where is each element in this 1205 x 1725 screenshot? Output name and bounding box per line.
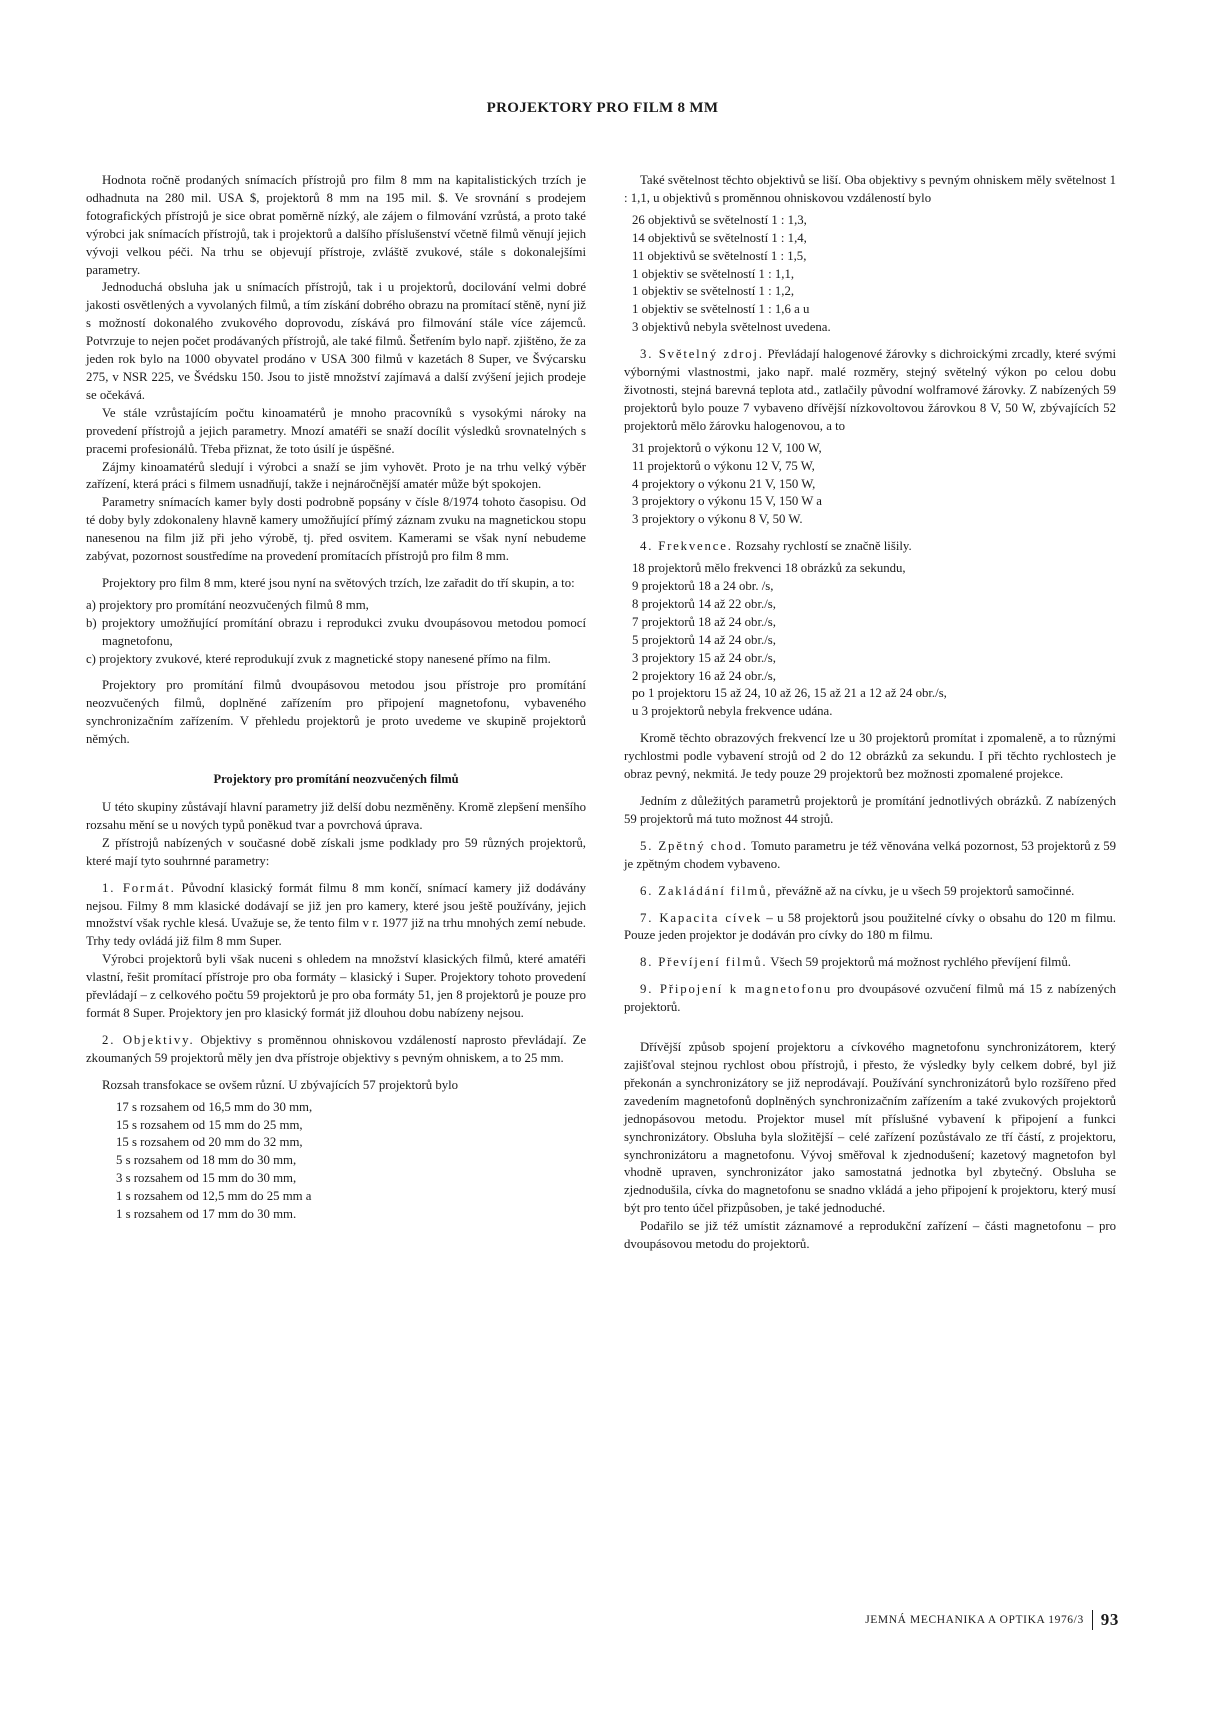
list-item: 4 projektory o výkonu 21 V, 150 W, [632,476,816,491]
list-item: 1 objektiv se světelností 1 : 1,6 a u [632,302,810,317]
item-label: 9. Připojení k magnetofonu [640,982,833,997]
frequency-list [624,560,1116,721]
list-item: 3 s rozsahem od 15 mm do 30 mm, [116,1171,297,1186]
paragraph-objektivy: 2. Objektivy. Objektivy s proměnnou ohniskovou vzdáleností naprosto převládají. Ze zkoumaných 59 projektorů měly jen dva přístroje objektivy s pevným ohniskem, a to 25 mm. [86,1032,587,1065]
paragraph-zdroj: 3. Světelný zdroj. Převládají halogenové žárovky s dichroickými zrcadly, které svými výbornými vlastnostmi, jako např. malé rozměry, stejný světelný výkon po celou dobu životnosti, stejná barevná teplota atd., zatlačily původní wolframové žárovky. Z nabízených 59 projektorů bylo pouze 7 vybaveno dřívější nízkovoltovou žárovkou 8 V, 50 W, zbývajících 52 projektorů mělo žárovku halogenovou, a to [624,347,1117,433]
paragraph-previjeni: 8. Převíjení filmů. Všech 59 projektorů má možnost rychlého převíjení filmů. [640,955,1071,970]
list-item: 5 s rozsahem od 18 mm do 30 mm, [116,1153,297,1168]
list-item: 8 projektorů 14 až 22 obr./s, [632,596,776,611]
list-item: 1 s rozsahem od 12,5 mm do 25 mm a [116,1189,312,1204]
list-item: c) projektory zvukové, které reprodukují zvuk z magnetické stopy nanesené přímo na film. [86,651,551,666]
aperture-list [624,212,1116,337]
paragraph: Také světelnost těchto objektivů se liší. Oba objektivy s pevným ohniskem měly světelnost 1 : 1,1, u objektivů s proměnnou ohniskovou vzdáleností bylo [624,173,1116,205]
paragraph: Rozsah transfokace se ovšem různí. U zbývajících 57 projektorů bylo [102,1077,459,1092]
paragraph: Jedním z důležitých parametrů projektorů je promítání jednotlivých obrázků. Z nabízených 59 projektorů má tuto možnost 44 strojů. [624,794,1116,826]
item-label: 8. Převíjení filmů. [640,955,768,970]
list-item: 17 s rozsahem od 16,5 mm do 30 mm, [116,1099,313,1114]
list-item: 26 objektivů se světelností 1 : 1,3, [632,212,807,227]
paragraph: Výrobci projektorů byli však nuceni s ohledem na množství klasických filmů, které amatéři vlastní, řešit promítací přístroje pro oba formáty – klasický i Super. Projektory tohoto provedení převládají – z celkového počtu 59 projektorů je pro oba formáty 51, jen 8 projektorů je pouze pro formát 8 Super. Projektory jen pro klasický formát již dlouhou dobu nabízeny nejsou. [86,952,586,1020]
paragraph: Parametry snímacích kamer byly dosti podrobně popsány v čísle 8/1974 tohoto časopisu. Od té doby byly zdokonaleny hlavně kamery umožňující přímý záznam zvuku na magnetickou stopu nanesenou na film již při jeho výrobě, tj. před osvitem. Kamerami se však nyní nebudeme zabývat, pozornost soustředíme na provedení promítacích přístrojů pro film 8 mm. [86,495,586,564]
item-label: 7. Kapacita cívek [640,910,763,925]
list-item: 3 projektory o výkonu 15 V, 150 W a [632,494,822,509]
paragraph: Hodnota ročně prodaných snímacích přístrojů pro film 8 mm na kapitalistických trzích je odhadnuta na 280 mil. USA $, projektorů 8 mm na 195 mil. $. Ve srovnání s prodejem fotografických přístrojů je sice obrat poměrně nízký, ale zájem o filmování vzrůstá, a proto také výrobci jak snímacích přístrojů, tak i projektorů a dalšího příslušenství včetně filmů věnují jejich vývoji velkou péči. Na trhu se objevují přístroje, zvláště zvukové, stále s dokonalejšími parametry. [86,173,586,277]
paragraph-kapacita: 7. Kapacita cívek – u 58 projektorů jsou použitelné cívky o obsahu do 120 m filmu. Pouze jeden projektor je dodáván pro cívky do 180 m filmu. [624,910,1117,943]
item-label: 6. Zakládání filmů, [640,883,773,898]
list-item: 3 projektory 15 až 24 obr./s, [632,650,776,665]
list-item: 9 projektorů 18 a 24 obr. /s, [632,579,774,594]
list-item: 15 s rozsahem od 15 mm do 25 mm, [116,1117,303,1132]
item-label: 3. Světelný zdroj. [640,347,764,362]
paragraph: Jednoduchá obsluha jak u snímacích přístrojů, tak i u projektorů, docilování velmi dobré jakosti osvětlených a vyvolaných filmů, a tím získání dobrého obrazu na promítací stěně, nyní již s možností dokonalého zvukového doprovodu, získává pro filmování stále více zájemců. Potvrzuje to nejen počet prodávaných přístrojů, ale také filmů. Šetřením bylo např. zjištěno, že za jeden rok bylo na 1000 obyvatel prodáno v USA 300 filmů v kazetách 8 Super, ve Švýcarsku 275, v NSR 225, ve Švédsku 150. Jsou to jistě množství zajímavá a další zvýšení jejich prodeje se očekává. [86,280,586,402]
list-item: 11 projektorů o výkonu 12 V, 75 W, [632,458,815,473]
paragraph: Kromě těchto obrazových frekvencí lze u 30 projektorů promítat i zpomaleně, a to různými rychlostmi podle vybavení strojů od 2 do 12 obrázků za sekundu. I při těchto rychlostech je obraz pevný, nekmitá. Je tedy pouze 29 projektorů bez možnosti zpomalené projekce. [624,731,1116,782]
paragraph-format: 1. Formát. Původní klasický formát filmu 8 mm končí, snímací kamery již dodávány nejsou. Filmy 8 mm klasické dodávají se již jen pro kamery, které jsou ještě používány, jejich množství však rychle klesá. Uvažuje se, že tento film v r. 1977 již na trhu mnohých zemí nebude. Trhy tedy ovládá již film 8 mm Super. [86,880,586,949]
list-item: b) projektory umožňující promítání obrazu i reprodukci zvuku dvoupásovou metodou pomocí magnetofonu, [86,615,586,648]
list-item: a) projektory pro promítání neozvučených filmů 8 mm, [86,597,369,612]
list-item: 7 projektorů 18 až 24 obr./s, [632,614,776,629]
page-title: PROJEKTORY PRO FILM 8 MM [486,100,719,116]
list-item: 11 objektivů se světelností 1 : 1,5, [632,248,807,263]
paragraph: Z přístrojů nabízených v současné době získali jsme podklady pro 59 různých projektorů, které mají tyto souhrnné parametry: [86,835,586,868]
lamp-list [624,440,1116,530]
list-item: 3 objektivů nebyla světelnost uvedena. [632,320,831,335]
paragraph: Ve stále vzrůstajícím počtu kinoamatérů je mnoho pracovníků s vysokými nároky na provedení přístrojů a jejich parametry. Mnozí amatéři se snaží docílit výsledků srovnatelných s pracemi profesionálů. Třeba přiznat, že toto úsilí je úspěšné. [86,405,586,456]
paragraph: Zájmy kinoamatérů sledují i výrobci a snaží se jim vyhovět. Proto je na trhu velký výběr zařízení, která práci s filmem usnadňují, takže i nejnáročnější amatér může být spokojen. [86,459,586,492]
paragraph: U této skupiny zůstávají hlavní parametry již delší dobu nezměněny. Kromě zlepšení menšího rozsahu mění se u nových typů poněkud tvar a povrchová úprava. [86,800,586,832]
paragraph-zakladani: 6. Zakládání filmů, převážně až na cívku, je u všech 59 projektorů samočinné. [640,883,1075,898]
zoom-range-list [86,1099,586,1224]
paragraph-frekvence: 4. Frekvence. Rozsahy rychlostí se značně lišily. [640,539,912,554]
item-label: 2. Objektivy. [102,1032,195,1047]
list-item: 15 s rozsahem od 20 mm do 32 mm, [116,1135,303,1150]
paragraph: Projektory pro promítání filmů dvoupásovou metodou jsou přístroje pro promítání neozvučených filmů, doplněné zařízením pro připojení magnetofonu, vybaveného synchronizačním zařízením. V přehledu projektorů je proto uvedeme ve skupině projektorů němých. [86,678,586,747]
page-number: 93 [1100,1610,1119,1629]
footer-divider [1092,1610,1093,1630]
list-item: 3 projektory o výkonu 8 V, 50 W. [632,512,803,527]
item-label: 5. Zpětný chod. [640,838,748,853]
item-label: 4. Frekvence. [640,539,733,554]
list-item: 2 projektory 16 až 24 obr./s, [632,668,776,683]
list-item: 31 projektorů o výkonu 12 V, 100 W, [632,440,822,455]
paragraph-pripojeni: 9. Připojení k magnetofonu pro dvoupásové ozvučení filmů má 15 z nabízených projektorů. [624,982,1116,1015]
list-item: u 3 projektorů nebyla frekvence udána. [632,704,833,719]
page-footer [865,1610,1119,1630]
list-item: 1 s rozsahem od 17 mm do 30 mm. [116,1207,297,1222]
paragraph: Projektory pro film 8 mm, které jsou nyní na světových trzích, lze zařadit do tří skupin, a to: [102,575,575,590]
paragraph: Podařilo se již též umístit záznamové a reprodukční zařízení – části magnetofonu – pro dvoupásovou metodu do projektorů. [624,1219,1116,1252]
right-column [624,172,1116,1254]
section-heading: Projektory pro promítání neozvučených filmů [213,772,459,787]
list-item: 5 projektorů 14 až 24 obr./s, [632,632,776,647]
item-label: 1. Formát. [102,880,176,895]
list-item: 1 objektiv se světelností 1 : 1,2, [632,284,795,299]
paragraph: Dřívější způsob spojení projektoru a cívkového magnetofonu synchronizátorem, který zajišťoval stejnou rychlost obou přístrojů, i přesto, že výsledky byly celkem dobré, byl již překonán a synchronizátory se již neprodávají. Používání synchronizátorů bylo rozšířeno před zavedením magnetofonů doplněných synchronizačním zařízením a také zvukových projektorů jednopásovou metodu. Projektor musel mít příslušné vybavení k připojení a funkci synchronizátory. Obsluha byla složitější – celé zařízení pozůstávalo ze tří částí, z projektoru, synchronizátoru a magnetofonu. Vývoj směřoval k zjednodušení; kazetový magnetofon byl vhodně upraven, synchronizátor jako samostatná jednotka byl zbytečný. Obsluha se zjednodušila, cívka do magnetofonu se snadno vkládá a jeho připojení k projektoru, který musí být pro tento účel přizpůsoben, je také jednoduché. [624,1040,1116,1216]
projector-groups-list [86,597,586,669]
list-item: 14 objektivů se světelností 1 : 1,4, [632,230,807,245]
paragraph-chod: 5. Zpětný chod. Tomuto parametru je též věnována velká pozornost, 53 projektorů z 59 je zpětným chodem vybaveno. [624,838,1117,871]
left-column [86,172,586,1232]
list-item: 1 objektiv se světelností 1 : 1,1, [632,266,795,281]
journal-name: JEMNÁ MECHANIKA A OPTIKA 1976/3 [865,1614,1084,1626]
list-item: po 1 projektoru 15 až 24, 10 až 26, 15 až 21 a 12 až 24 obr./s, [632,686,947,701]
list-item: 18 projektorů mělo frekvenci 18 obrázků za sekundu, [632,561,906,576]
